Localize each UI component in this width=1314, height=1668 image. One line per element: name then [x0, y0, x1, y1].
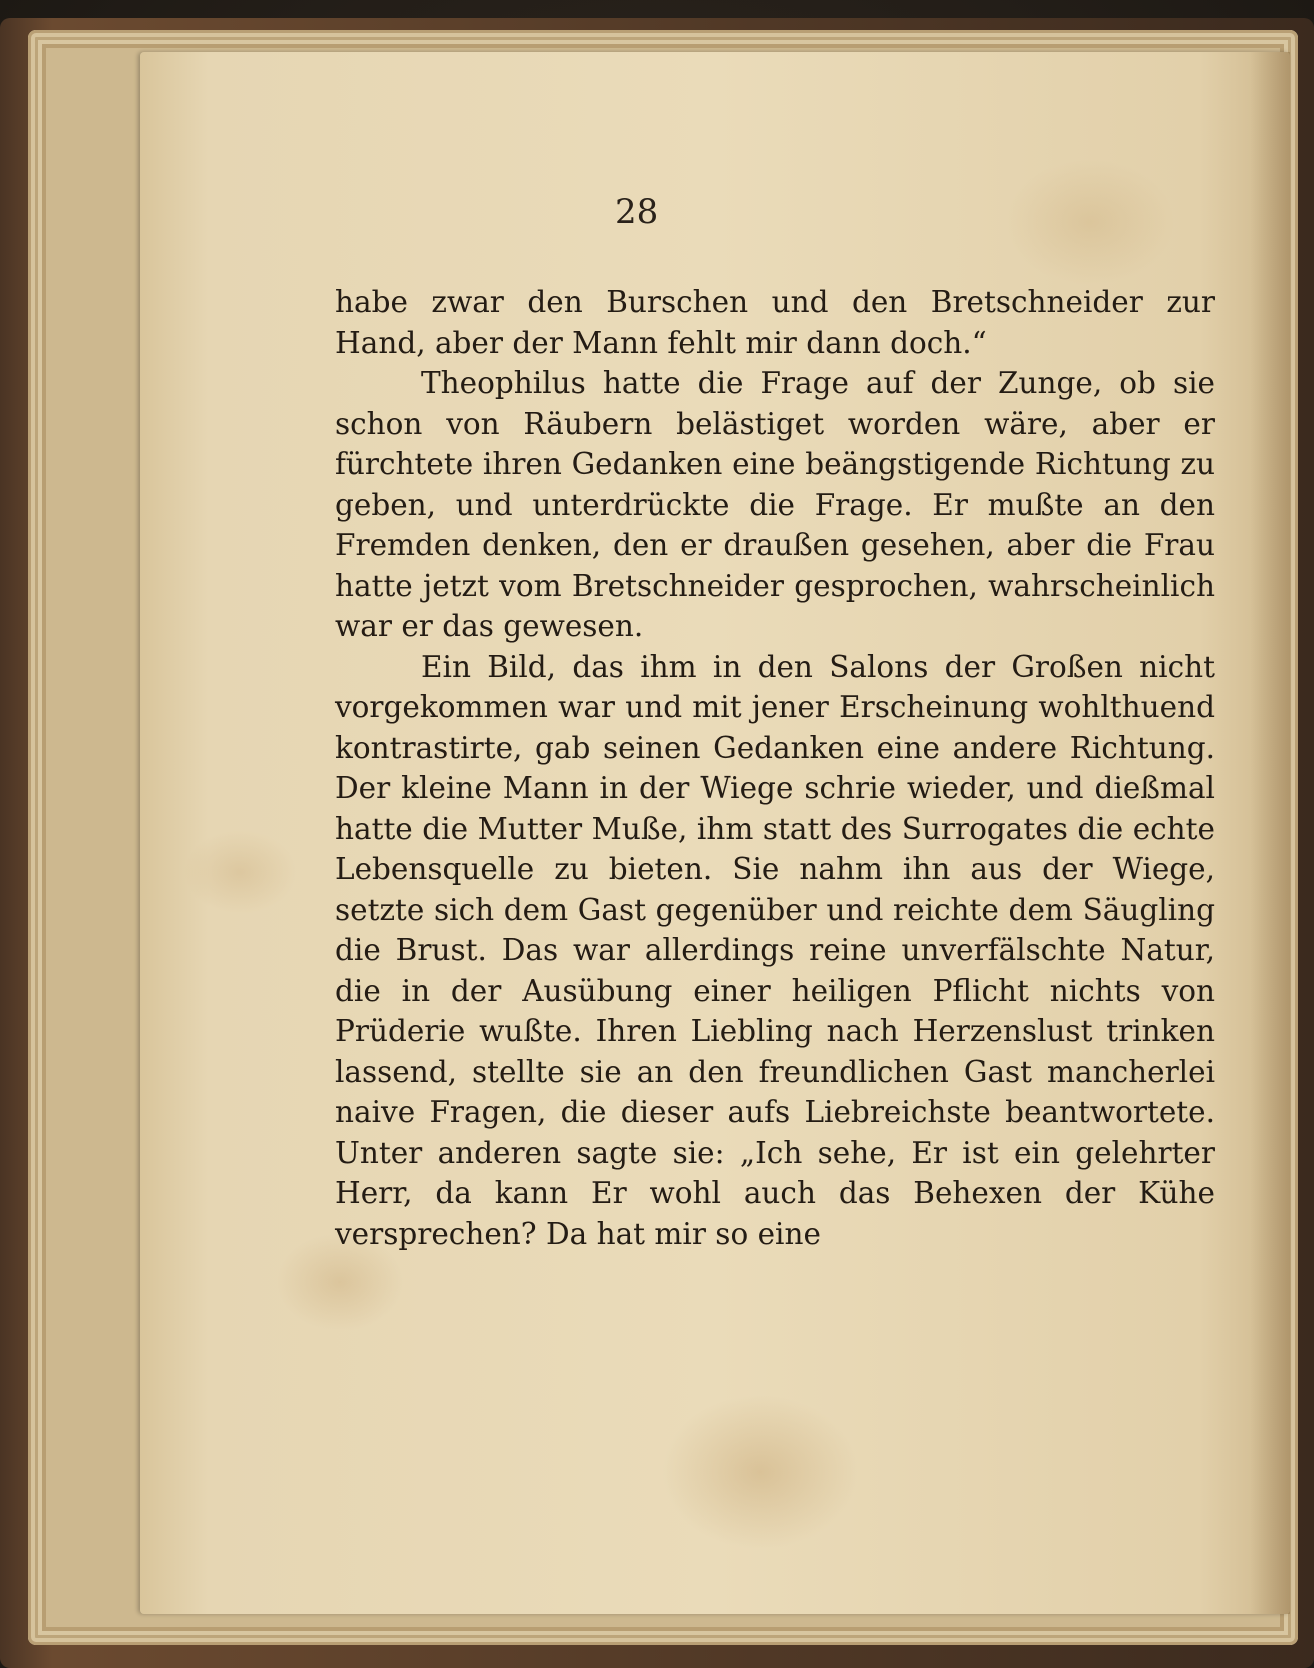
paragraph-1: habe zwar den Burschen und den Bretschneider zur Hand, aber der Mann fehlt mir dann doch.“	[335, 285, 1215, 360]
book-page	[140, 52, 1290, 1614]
paragraph-3: Ein Bild, das ihm in den Salons der Großen nicht vorgekommen war und mit jener Erscheinung wohlthuend kontrastirte, gab seinen Gedanken eine andere Richtung. Der kleine Mann in der Wiege schrie wieder, und dießmal hatte die Mutter Muße, ihm statt des Surrogates die echte Lebensquelle zu bieten. Sie nahm ihn aus der Wiege, setzte sich dem Gast gegenüber und reichte dem Säugling die Brust. Das war allerdings reine unverfälschte Natur, die in der Ausübung einer heiligen Pflicht nichts von Prüderie wußte. Ihren Liebling nach Herzenslust trinken lassend, stellte sie an den freundlichen Gast mancherlei naive Fragen, die dieser aufs Liebreichste beantwortete. Unter anderen sagte sie: „Ich sehe, Er ist ein gelehrter Herr, da kann Er wohl auch das Behexen der Kühe versprechen? Da hat mir so eine	[335, 649, 1215, 1251]
paragraph-2: Theophilus hatte die Frage auf der Zunge, ob sie schon von Räubern belästiget worden wäre, aber er fürchtete ihren Gedanken eine beängstigende Richtung zu geben, und unterdrückte die Frage. Er mußte an den Fremden denken, den er draußen gesehen, aber die Frau hatte jetzt vom Bretschneider gesprochen, wahrscheinlich war er das gewesen.	[335, 366, 1215, 643]
body-text	[335, 282, 1215, 1254]
page-number: 28	[615, 192, 659, 232]
page-gutter-shadow	[1250, 52, 1290, 1614]
